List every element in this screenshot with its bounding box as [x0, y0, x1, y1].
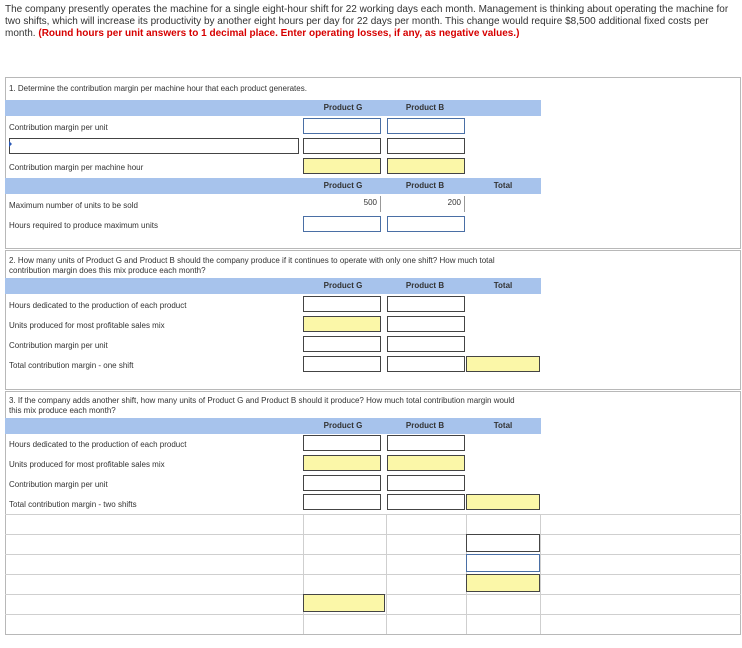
- part1-col-product-g-2: Product G: [323, 181, 363, 190]
- part3-total-b-input[interactable]: [387, 494, 465, 510]
- part2-row-cm-unit-label: Contribution margin per unit: [9, 341, 108, 350]
- part1-max-units-b: 200: [387, 196, 465, 212]
- part1-row-cm-unit-label: Contribution margin per unit: [9, 123, 108, 132]
- part1-row-cm-hour-label: Contribution margin per machine hour: [9, 163, 144, 172]
- part1-col-product-g: Product G: [323, 103, 363, 112]
- part3-extra-total-1-input[interactable]: [466, 534, 540, 552]
- part1-cm-hour-b-input[interactable]: [387, 158, 465, 174]
- part3-extra-g-input[interactable]: [303, 594, 385, 612]
- part3-col-product-b: Product B: [405, 421, 445, 430]
- part3-row-total-label: Total contribution margin - two shifts: [9, 500, 137, 509]
- part1-max-units-g: 500: [303, 196, 381, 212]
- part3-grid-vline-4: [540, 514, 541, 634]
- part1-blank-row-marker: [9, 141, 12, 147]
- part1-col-product-b: Product B: [405, 103, 445, 112]
- part2-cm-unit-b-input[interactable]: [387, 336, 465, 352]
- part3-row-cm-unit-label: Contribution margin per unit: [9, 480, 108, 489]
- part1-hours-req-g-input[interactable]: [303, 216, 381, 232]
- part2-total-input[interactable]: [466, 356, 540, 372]
- part3-grid-line-6: [5, 614, 741, 615]
- intro-instruction: (Round hours per unit answers to 1 decimal place. Enter operating losses, if any, as negative values.): [38, 28, 520, 39]
- part2-col-product-b: Product B: [405, 281, 445, 290]
- part3-grid-line-1: [5, 514, 741, 515]
- part3-row-hours-label: Hours dedicated to the production of each product: [9, 440, 187, 449]
- part1-question: 1. Determine the contribution margin per machine hour that each product generates.: [9, 84, 307, 93]
- part3-cm-unit-b-input[interactable]: [387, 475, 465, 491]
- part3-col-product-g: Product G: [323, 421, 363, 430]
- part1-row-hours-req-label: Hours required to produce maximum units: [9, 221, 158, 230]
- part2-total-g-input[interactable]: [303, 356, 381, 372]
- part2-units-g-input[interactable]: [303, 316, 381, 332]
- part2-row-units-label: Units produced for most profitable sales mix: [9, 321, 165, 330]
- part3-grid-line-4: [5, 574, 741, 575]
- part1-blank-g-input[interactable]: [303, 138, 381, 154]
- part3-grid-line-3: [5, 554, 741, 555]
- intro-text: The company presently operates the machine for a single eight-hour shift for 22 working days each month. Management is thinking about operating the machine for two shifts, which will increase its productivity by another eight hours per day for 22 days per month. This change would require $8,500 additional fixed costs per month.: [5, 4, 729, 39]
- part3-extra-total-2-input[interactable]: [466, 554, 540, 572]
- part1-blank-row-input[interactable]: [9, 138, 299, 154]
- part1-blank-b-input[interactable]: [387, 138, 465, 154]
- part1-col-total: Total: [493, 181, 513, 190]
- part2-col-product-g: Product G: [323, 281, 363, 290]
- problem-intro: [5, 4, 730, 40]
- part1-cm-unit-b-input[interactable]: [387, 118, 465, 134]
- part2-hours-b-input[interactable]: [387, 296, 465, 312]
- part1-row-max-units-label: Maximum number of units to be sold: [9, 201, 138, 210]
- part2-units-b-input[interactable]: [387, 316, 465, 332]
- part1-cm-unit-g-input[interactable]: [303, 118, 381, 134]
- part2-cm-unit-g-input[interactable]: [303, 336, 381, 352]
- part3-extra-total-3-input[interactable]: [466, 574, 540, 592]
- part2-row-total-label: Total contribution margin - one shift: [9, 361, 134, 370]
- part3-col-total: Total: [493, 421, 513, 430]
- part3-units-b-input[interactable]: [387, 455, 465, 471]
- part1-hours-req-b-input[interactable]: [387, 216, 465, 232]
- part3-grid-vline-1: [303, 514, 304, 634]
- part2-question: 2. How many units of Product G and Product B should the company produce if it continues to operate with only one shift? How much total contribution margin does this mix produce each month?: [9, 256, 495, 275]
- part3-cm-unit-g-input[interactable]: [303, 475, 381, 491]
- part3-total-g-input[interactable]: [303, 494, 381, 510]
- part3-hours-g-input[interactable]: [303, 435, 381, 451]
- part3-units-g-input[interactable]: [303, 455, 381, 471]
- part3-row-units-label: Units produced for most profitable sales mix: [9, 460, 165, 469]
- part3-total-input[interactable]: [466, 494, 540, 510]
- part2-row-hours-label: Hours dedicated to the production of each product: [9, 301, 187, 310]
- part3-hours-b-input[interactable]: [387, 435, 465, 451]
- part3-grid-vline-2: [386, 514, 387, 634]
- part1-cm-hour-g-input[interactable]: [303, 158, 381, 174]
- part3-question: 3. If the company adds another shift, how many units of Product G and Product B should it produce? How much total contribution margin would this mix produce each month?: [9, 396, 515, 415]
- part3-grid-line-2: [5, 534, 741, 535]
- part2-col-total: Total: [493, 281, 513, 290]
- part1-col-product-b-2: Product B: [405, 181, 445, 190]
- part2-total-b-input[interactable]: [387, 356, 465, 372]
- part2-hours-g-input[interactable]: [303, 296, 381, 312]
